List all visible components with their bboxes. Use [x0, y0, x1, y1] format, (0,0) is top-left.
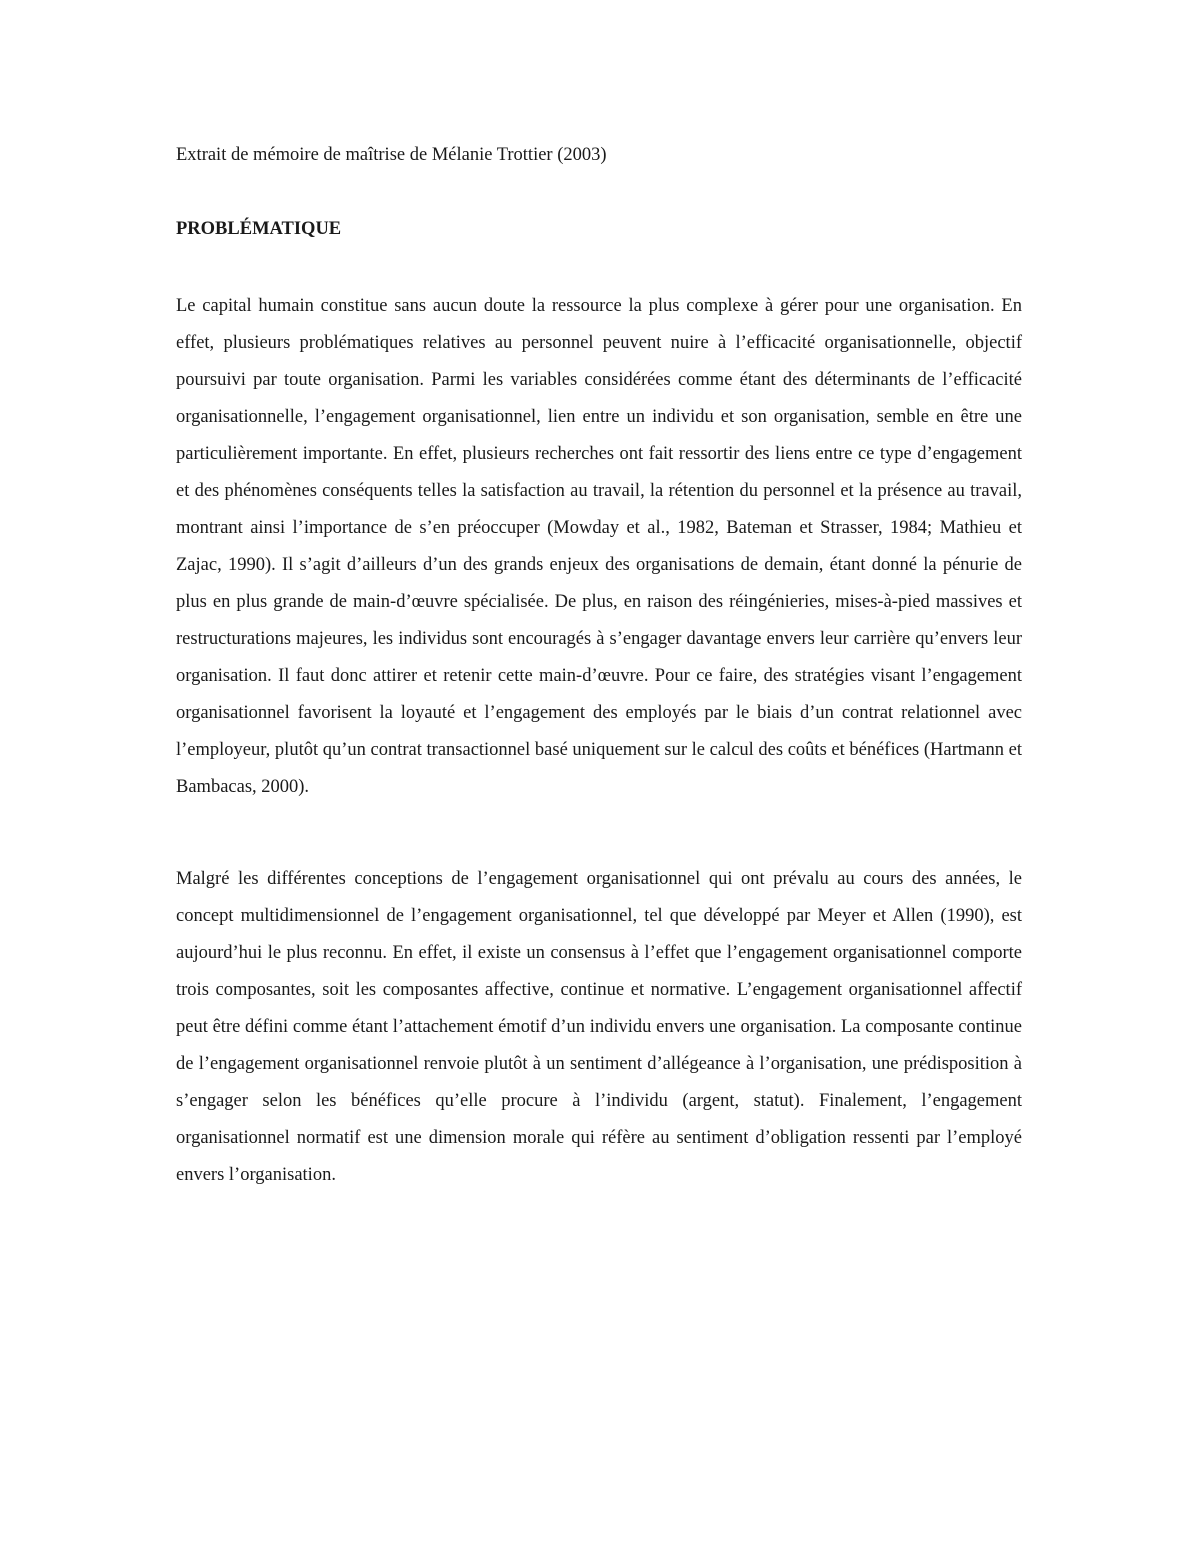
- paragraph-2: Malgré les différentes conceptions de l’engagement organisationnel qui ont prévalu au cours des années, le concept multidimensionnel de l’engagement organisationnel, tel que développé par Meyer et Allen (1990), est aujourd’hui le plus reconnu. En effet, il existe un consensus à l’effet que l’engagement organisationnel comporte trois composantes, soit les composantes affective, continue et normative. L’engagement organisationnel affectif peut être défini comme étant l’attachement émotif d’un individu envers une organisation. La composante continue de l’engagement organisationnel renvoie plutôt à un sentiment d’allégeance à l’organisation, une prédisposition à s’engager selon les bénéfices qu’elle procure à l’individu (argent, statut). Finalement, l’engagement organisationnel normatif est une dimension morale qui réfère au sentiment d’obligation ressenti par l’employé envers l’organisation.: [176, 869, 1022, 1185]
- document-header: Extrait de mémoire de maîtrise de Mélanie Trottier (2003): [176, 145, 607, 165]
- section-title: PROBLÉMATIQUE: [176, 219, 342, 239]
- paragraph-1: Le capital humain constitue sans aucun doute la ressource la plus complexe à gérer pour une organisation. En effet, plusieurs problématiques relatives au personnel peuvent nuire à l’efficacité organisationnelle, objectif poursuivi par toute organisation. Parmi les variables considérées comme étant des déterminants de l’efficacité organisationnelle, l’engagement organisationnel, lien entre un individu et son organisation, semble en être une particulièrement importante. En effet, plusieurs recherches ont fait ressortir des liens entre ce type d’engagement et des phénomènes conséquents telles la satisfaction au travail, la rétention du personnel et la présence au travail, montrant ainsi l’importance de s’en préoccuper (Mowday et al., 1982, Bateman et Strasser, 1984; Mathieu et Zajac, 1990). Il s’agit d’ailleurs d’un des grands enjeux des organisations de demain, étant donné la pénurie de plus en plus grande de main-d’œuvre spécialisée. De plus, en raison des réingénieries, mises-à-pied massives et restructurations majeures, les individus sont encouragés à s’engager davantage envers leur carrière qu’envers leur organisation. Il faut donc attirer et retenir cette main-d’œuvre. Pour ce faire, des stratégies visant l’engagement organisationnel favorisent la loyauté et l’engagement des employés par le biais d’un contrat relationnel avec l’employeur, plutôt qu’un contrat transactionnel basé uniquement sur le calcul des coûts et bénéfices (Hartmann et Bambacas, 2000).: [176, 296, 1022, 797]
- document-content: [176, 139, 1022, 1194]
